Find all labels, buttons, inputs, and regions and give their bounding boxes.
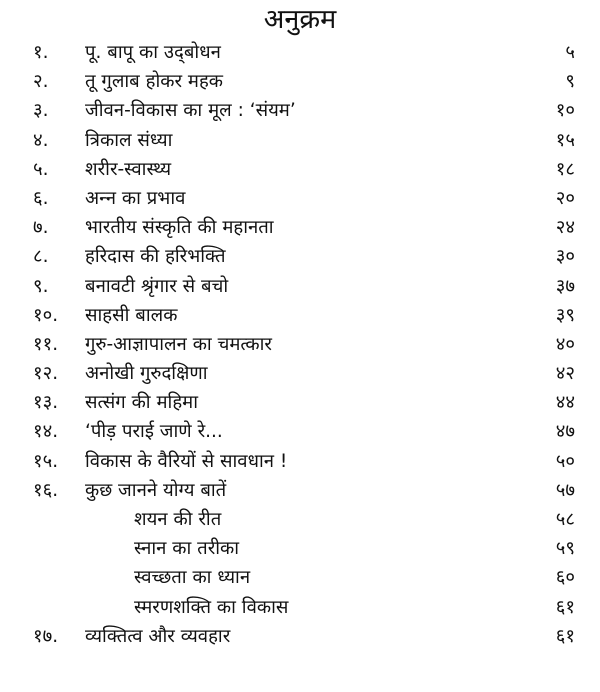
entry-page-number: ६१ [555,596,575,618]
entry-number: १५. [33,450,59,472]
entry-number: ६. [33,187,49,209]
entry-title: गुरु-आज्ञापालन का चमत्कार [85,333,272,355]
toc-entry [0,38,600,67]
entry-page-number: १८ [555,158,575,180]
entry-page-number: ९ [565,71,575,93]
entry-title: हरिदास की हरिभक्ति [85,246,226,268]
entry-number: ३. [33,100,49,122]
entry-number: ७. [33,217,49,239]
entry-number: ९. [33,275,49,297]
entry-page-number: ६१ [555,625,575,647]
toc-subentry [0,563,600,592]
entry-title: जीवन-विकास का मूल : ‘संयम’ [85,100,296,122]
entry-number: २. [33,71,49,93]
entry-page-number: ५७ [555,479,575,501]
toc-entry [0,96,600,125]
entry-title: पू. बापू का उद्‌बोधन [85,42,221,63]
entry-number: ४. [33,129,49,151]
entry-number: १. [33,42,49,63]
entry-page-number: ३७ [555,275,575,297]
entry-number: ५. [33,158,49,180]
entry-number: १३. [33,392,59,414]
entry-title: तू गुलाब होकर महक [85,71,223,93]
entry-title: अन्‍न का प्रभाव [85,187,186,209]
entry-title: सत्संग की महिमा [85,392,199,414]
toc-entry [0,417,600,446]
toc-entry [0,213,600,242]
entry-title: त्रिकाल संध्या [85,129,173,151]
entry-title: व्यक्तित्व और व्यवहार [85,625,231,647]
entry-page-number: ३० [555,246,575,268]
entry-number: १७. [33,625,59,647]
toc-subentry [0,505,600,534]
toc-entry [0,359,600,388]
toc-entry [0,242,600,271]
entry-title: कुछ जानने योग्य बातें [85,479,227,501]
toc-entry [0,67,600,96]
toc-entry [0,184,600,213]
entry-page-number: ५९ [555,538,575,560]
entry-page-number: ५० [555,450,575,472]
entry-title: स्मरणशक्ति का विकास [134,596,289,618]
toc-entry [0,272,600,301]
entry-number: ११. [33,333,59,355]
toc-entry [0,301,600,330]
entry-title: साहसी बालक [85,304,178,326]
entry-page-number: १० [555,100,575,122]
entry-title: अनोखी गुरुदक्षिणा [85,363,208,385]
toc-entry [0,126,600,155]
entry-title: ‘पीड़ पराई जाणे रे... [85,421,223,443]
entry-page-number: ३९ [555,304,575,326]
entry-number: १४. [33,421,59,443]
entry-number: १०. [33,304,59,326]
entry-title: शयन की रीत [134,509,222,530]
page-title: अनुक्रम [263,4,337,35]
entry-page-number: ४० [555,333,575,355]
entry-page-number: ६० [555,567,575,589]
entry-title: भारतीय संस्कृति की महानता [85,217,274,239]
entry-title: स्वच्छता का ध्यान [134,567,251,589]
entry-number: १२. [33,363,59,385]
toc-entry [0,330,600,359]
entry-title: बनावटी श्रृंगार से बचो [85,275,229,297]
toc-subentry [0,534,600,563]
toc-entry [0,447,600,476]
entry-page-number: २० [555,187,575,209]
entry-title: विकास के वैरियों से सावधान ! [85,450,288,472]
entry-page-number: ४७ [555,421,575,443]
entry-page-number: ४२ [555,363,575,385]
toc-entry [0,476,600,505]
toc-entry [0,155,600,184]
entry-page-number: ५८ [555,509,575,530]
entry-page-number: ५ [565,42,575,63]
entry-page-number: १५ [555,129,575,151]
entry-page-number: ४४ [555,392,575,414]
toc-entry [0,388,600,417]
entry-page-number: २४ [555,217,575,239]
entry-title: शरीर-स्वास्थ्य [85,158,172,180]
table-of-contents [0,38,600,651]
entry-title: स्नान का तरीका [134,538,240,560]
toc-subentry [0,593,600,622]
entry-number: ८. [33,246,49,268]
toc-entry [0,622,600,651]
entry-number: १६. [33,479,59,501]
